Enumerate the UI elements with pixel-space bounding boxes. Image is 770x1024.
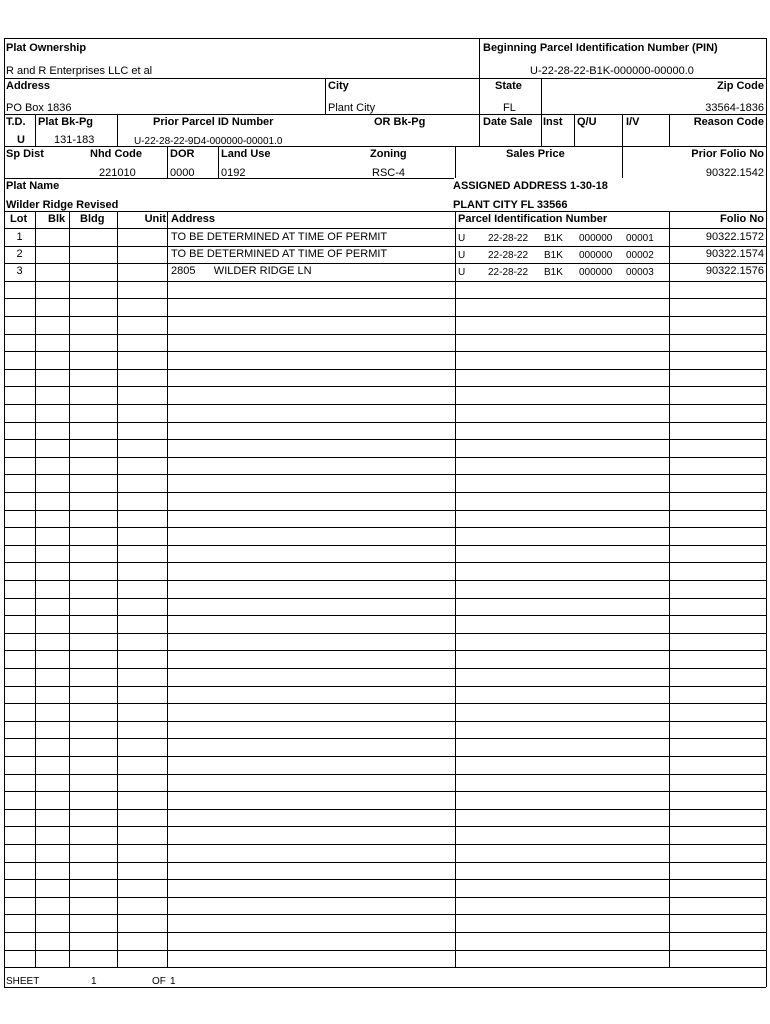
col-address-header: Address: [171, 213, 216, 225]
inst-label: Inst: [543, 116, 563, 128]
zoning-label: Zoning: [370, 148, 407, 160]
table-row-line: [4, 756, 766, 757]
prior-folio-value: 90322.1542: [705, 167, 764, 179]
address-value: PO Box 1836: [6, 102, 72, 114]
prior-parcel-label: Prior Parcel ID Number: [153, 116, 274, 128]
row-folio: 90322.1574: [705, 248, 764, 260]
table-row-line: [4, 298, 766, 299]
footer-bottom-line: [4, 987, 766, 988]
datesale-label: Date Sale: [483, 116, 533, 128]
divider-dor-col: [167, 146, 168, 178]
qu-label: Q/U: [577, 116, 597, 128]
owner-name: R and R Enterprises LLC et al: [6, 65, 153, 77]
row-pin-str: 22-28-22: [488, 250, 529, 261]
row-lot: 1: [16, 231, 23, 243]
table-row-line: [4, 650, 766, 651]
row-pin-sub: B1K: [544, 267, 563, 278]
table-row-line: [4, 862, 766, 863]
prior-parcel-value: U-22-28-22-9D4-000000-00001.0: [134, 136, 283, 147]
plat-name-label: Plat Name: [6, 180, 60, 192]
row-pin-sub: B1K: [544, 250, 563, 261]
row-pin-td: U: [458, 233, 466, 244]
divider-td-col: [35, 114, 36, 146]
col-folio-header: Folio No: [720, 213, 764, 225]
table-row-line: [4, 826, 766, 827]
table-row-line: [4, 738, 766, 739]
table-row-line: [4, 791, 766, 792]
reason-code-label: Reason Code: [693, 116, 764, 128]
table-col-line: [69, 211, 70, 968]
col-lot-header: Lot: [10, 213, 28, 225]
table-row-line: [4, 668, 766, 669]
table-row-line: [4, 844, 766, 845]
table-row-line: [4, 721, 766, 722]
dor-value: 0000: [170, 167, 195, 179]
row-pin-block: 000000: [579, 267, 613, 278]
state-label: State: [495, 80, 522, 92]
sheet-number: 1: [91, 976, 97, 987]
assigned-address-line2: PLANT CITY FL 33566: [453, 199, 568, 211]
zoning-value: RSC-4: [372, 167, 406, 179]
table-row-line: [4, 474, 766, 475]
divider-qu-col: [622, 114, 623, 178]
address-label: Address: [6, 80, 51, 92]
row-address: 2805 WILDER RIDGE LN: [171, 265, 312, 277]
table-row-line: [4, 281, 766, 282]
divider-inst-col: [574, 114, 575, 146]
prior-folio-label: Prior Folio No: [691, 148, 764, 160]
divider-sales-col: [455, 146, 456, 178]
nhd-code-value: 221010: [99, 167, 136, 179]
table-row-line: [4, 914, 766, 915]
row-lot: 3: [16, 265, 23, 277]
table-row-line: [4, 386, 766, 387]
table-row-line: [4, 492, 766, 493]
table-row-line: [4, 897, 766, 898]
sales-price-label: Sales Price: [506, 148, 565, 160]
divider-landuse-col: [218, 146, 219, 178]
dor-label: DOR: [170, 148, 195, 160]
row-pin-block: 000000: [579, 233, 613, 244]
table-row-line: [4, 562, 766, 563]
table-row-line: [4, 369, 766, 370]
col-bldg-header: Bldg: [80, 213, 105, 225]
city-value: Plant City: [328, 102, 376, 114]
table-row-line: [4, 615, 766, 616]
table-row-line: [4, 967, 766, 968]
row-address: TO BE DETERMINED AT TIME OF PERMIT: [171, 248, 388, 260]
plat-ownership-label: Plat Ownership: [6, 42, 87, 54]
state-value: FL: [503, 102, 516, 114]
table-row-line: [4, 950, 766, 951]
table-row-line: [4, 404, 766, 405]
platbkpg-value: 131-183: [54, 134, 95, 146]
table-col-line: [669, 211, 670, 968]
td-label: T.D.: [6, 116, 26, 128]
divider-pin-col: [479, 38, 480, 146]
divider-platbk-col: [117, 114, 118, 146]
row-pin-lot: 00001: [626, 233, 654, 244]
table-row-line: [4, 527, 766, 528]
table-row-line: [4, 422, 766, 423]
table-row-line: [4, 879, 766, 880]
city-label: City: [328, 80, 349, 92]
beginning-pin-value: U-22-28-22-B1K-000000-00000.0: [530, 65, 694, 77]
table-row-line: [4, 809, 766, 810]
row-pin-str: 22-28-22: [488, 233, 529, 244]
table-row-line: [4, 263, 766, 264]
table-row-line: [4, 686, 766, 687]
land-use-value: 0192: [221, 167, 246, 179]
table-row-line: [4, 774, 766, 775]
nhd-code-label: Nhd Code: [90, 148, 142, 160]
row-pin-sub: B1K: [544, 233, 563, 244]
table-row-line: [4, 457, 766, 458]
row-address: TO BE DETERMINED AT TIME OF PERMIT: [171, 231, 388, 243]
zip-label: Zip Code: [716, 80, 764, 92]
col-blk-header: Blk: [48, 213, 66, 225]
table-row-line: [4, 351, 766, 352]
table-col-line: [167, 211, 168, 968]
row-pin-lot: 00002: [626, 250, 654, 261]
row-pin-lot: 00003: [626, 267, 654, 278]
row-pin-str: 22-28-22: [488, 267, 529, 278]
row-folio: 90322.1572: [705, 231, 764, 243]
spdist-label: Sp Dist: [6, 148, 44, 160]
table-col-line: [455, 211, 456, 968]
plat-name-value: Wilder Ridge Revised: [6, 199, 119, 211]
table-row-line: [4, 228, 766, 229]
table-row-line: [4, 580, 766, 581]
td-value: U: [17, 134, 25, 146]
land-use-label: Land Use: [221, 148, 271, 160]
table-row-line: [4, 633, 766, 634]
row-pin-td: U: [458, 250, 466, 261]
border-right: [766, 38, 767, 987]
divider-row-4: [4, 146, 766, 147]
table-row-line: [4, 334, 766, 335]
col-pin-header: Parcel Identification Number: [458, 213, 608, 225]
table-col-line: [35, 211, 36, 968]
divider-row-2: [4, 78, 766, 79]
table-row-line: [4, 510, 766, 511]
sheet-label: SHEET: [6, 976, 40, 987]
zip-value: 33564-1836: [705, 102, 764, 114]
divider-state-col: [541, 78, 542, 146]
table-row-line: [4, 246, 766, 247]
of-label: OF: [152, 976, 166, 987]
assigned-address-line1: ASSIGNED ADDRESS 1-30-18: [453, 180, 608, 192]
row-lot: 2: [16, 248, 23, 260]
row-pin-block: 000000: [579, 250, 613, 261]
border-top: [4, 38, 766, 39]
table-row-line: [4, 545, 766, 546]
table-row-line: [4, 598, 766, 599]
table-row-line: [4, 932, 766, 933]
platbkpg-label: Plat Bk-Pg: [38, 116, 94, 128]
divider-city-col: [325, 78, 326, 114]
of-total: 1: [170, 976, 176, 987]
table-row-line: [4, 439, 766, 440]
col-unit-header: Unit: [144, 213, 166, 225]
row-pin-td: U: [458, 267, 466, 278]
beginning-pin-label: Beginning Parcel Identification Number (PIN): [483, 42, 718, 54]
iv-label: I/V: [626, 116, 640, 128]
table-row-line: [4, 703, 766, 704]
table-row-line: [4, 316, 766, 317]
table-col-line: [117, 211, 118, 968]
row-folio: 90322.1576: [705, 265, 764, 277]
orbkpg-label: OR Bk-Pg: [374, 116, 426, 128]
